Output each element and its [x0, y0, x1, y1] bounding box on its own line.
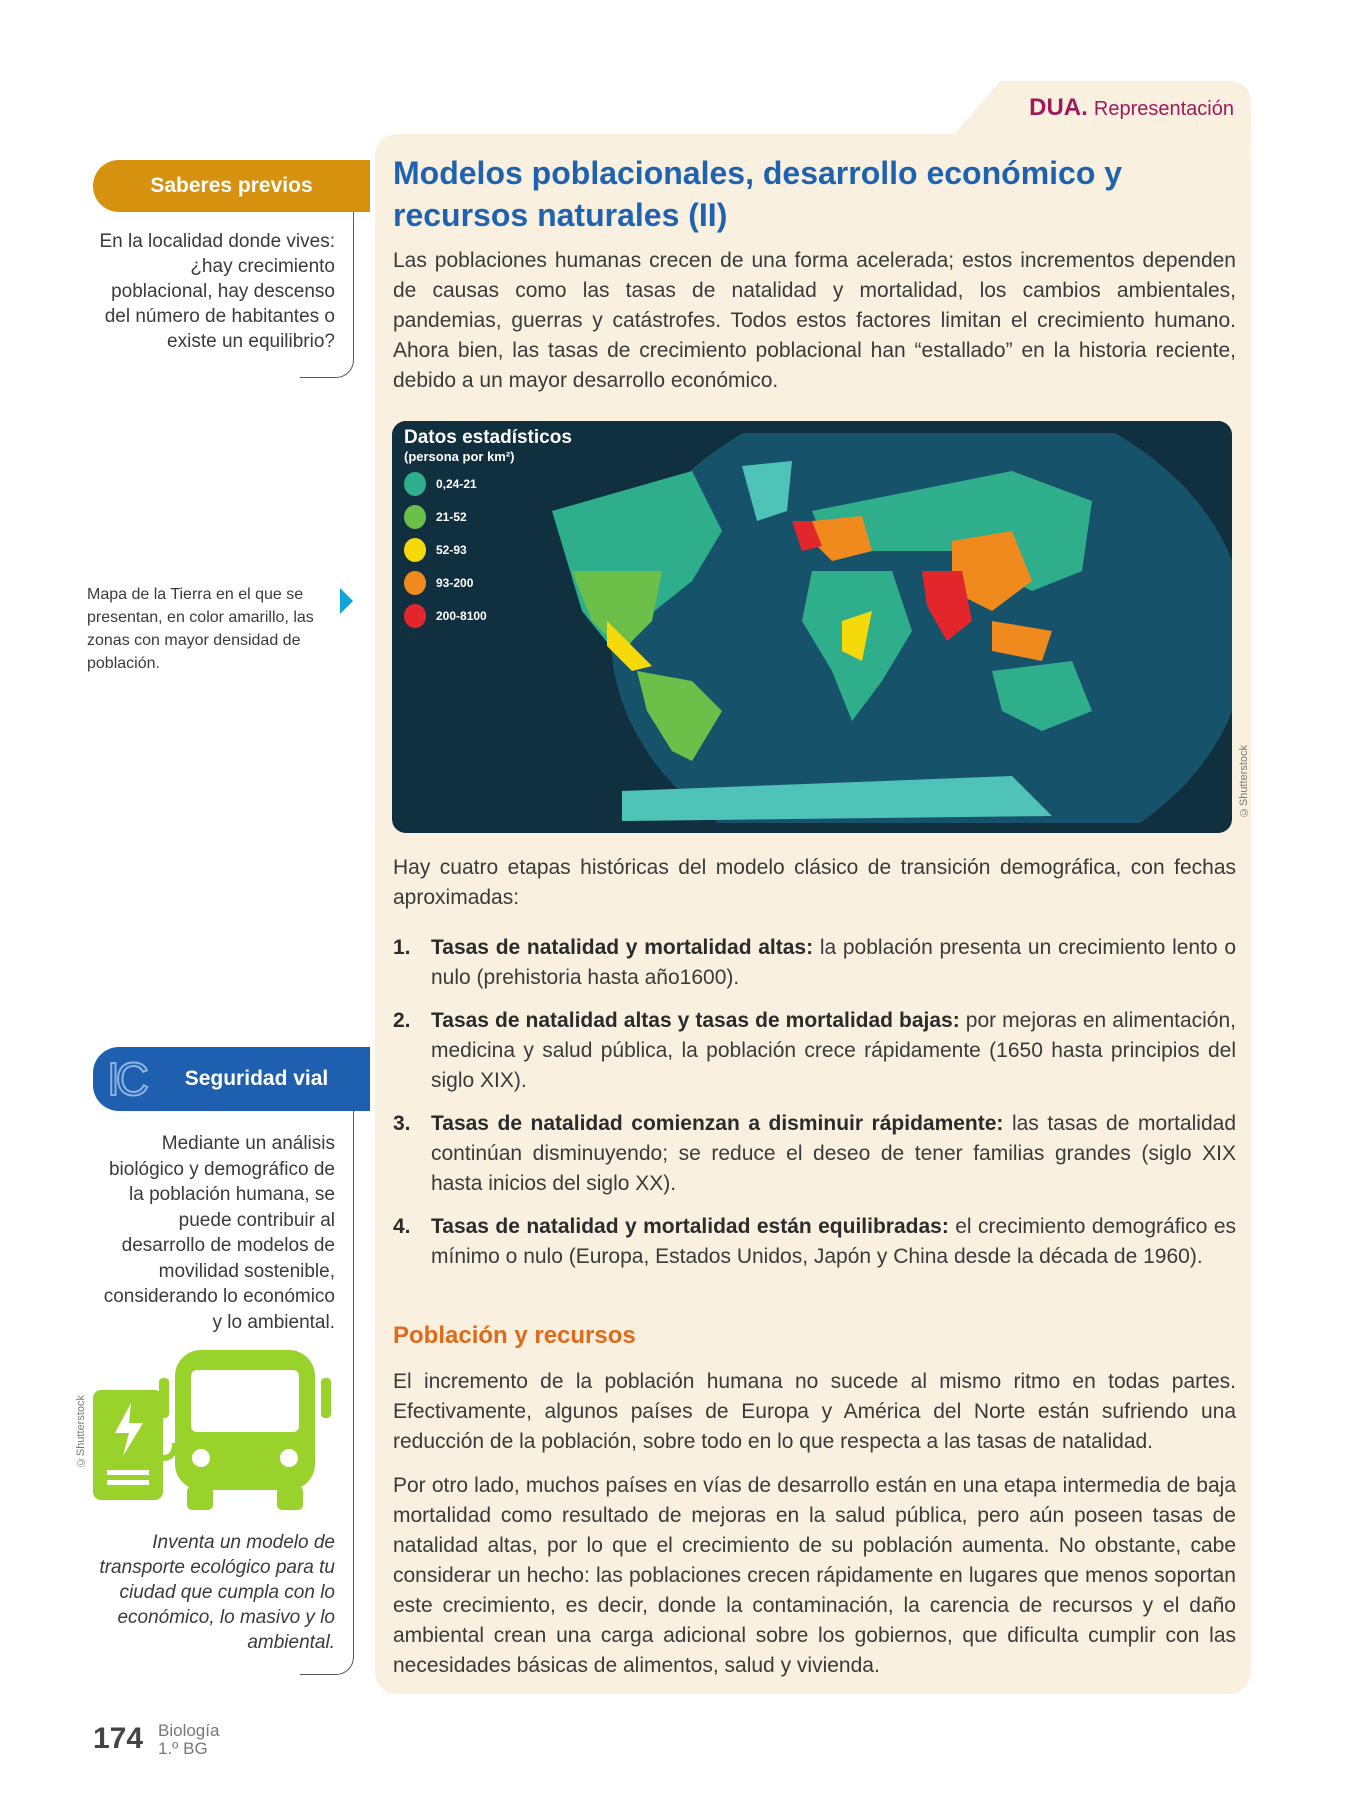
legend-label: 0,24-21	[436, 477, 477, 491]
stage-item	[393, 1109, 1236, 1199]
legend-item	[404, 571, 572, 595]
stage-number: 4.	[393, 1215, 411, 1238]
map-legend	[404, 427, 572, 637]
footer-subject	[158, 1722, 219, 1758]
legend-item	[404, 505, 572, 529]
map-caption: Mapa de la Tierra en el que se presentan, en color amarillo, las zonas con mayor densidad de población.	[87, 586, 314, 672]
legend-swatch	[404, 538, 426, 562]
stage-title: Tasas de natalidad y mortalidad altas:	[431, 936, 814, 959]
dua-subtitle: Representación	[1093, 98, 1234, 120]
stage-text: las tasas de mortalidad continúan disminuyendo; se reduce el deseo de tener familias grandes (siglo XIX hasta inicios del siglo XX).	[431, 1112, 1236, 1195]
legend-item	[404, 472, 572, 496]
page-title: Modelos poblacionales, desarrollo económico y recursos naturales (II)	[393, 155, 1123, 233]
stage-item	[393, 1212, 1236, 1272]
stage-item	[393, 933, 1236, 993]
legend-label: 21-52	[436, 510, 467, 524]
legend-swatch	[404, 505, 426, 529]
legend-label: 93-200	[436, 576, 474, 590]
intro-paragraph: Las poblaciones humanas crecen de una forma acelerada; estos incrementos dependen de causas como las tasas de natalidad y mortalidad, los cambios ambientales, pandemias, guerras y catástrofes. Todos estos factores limitan el crecimiento humano. Ahora bien, las tasas de crecimiento poblacional han “estallado” en la historia reciente, debido a un mayor desarrollo económico.	[393, 249, 1236, 392]
page-number: 174	[93, 1722, 144, 1755]
subject: Biología	[158, 1721, 220, 1740]
seguridad-text: Mediante un análisis biológico y demográfico de la población humana, se puede contribuir al desarrollo de modelos de movilidad sostenible, considerando lo económico y lo ambiental.	[103, 1133, 335, 1333]
saberes-previos-header: Saberes previos	[93, 160, 370, 212]
stage-text: el crecimiento demográfico es mínimo o nulo (Europa, Estados Unidos, Japón y China desde la década de 1960).	[431, 1215, 1236, 1268]
stage-item	[393, 1006, 1236, 1096]
section-paragraph-2: Por otro lado, muchos países en vías de desarrollo están en una etapa intermedia de baja mortalidad como resultado de mejoras en la salud pública, pero aún poseen tasas de natalidad altas, por lo que el crecimiento de su población aumenta. No obstante, cabe considerar un hecho: las poblaciones crecen rápidamente en lugares que menos soportan este crecimiento, es decir, donde la contaminación, la carencia de recursos y el daño ambiental crean una carga adicional sobre los gobiernos, que dificulta cumplir con las necesidades básicas de alimentos, salud y vivienda.	[393, 1474, 1236, 1677]
stage-number: 1.	[393, 936, 411, 959]
legend-item	[404, 538, 572, 562]
map-subtitle: (persona por km²)	[404, 449, 515, 464]
electric-bus-icon	[93, 1348, 338, 1514]
dua-label	[1029, 94, 1234, 122]
stages-intro: Hay cuatro etapas históricas del modelo clásico de transición demográfica, con fechas aproximadas:	[393, 856, 1236, 909]
activity-text: Inventa un modelo de transporte ecológico para tu ciudad que cumpla con lo económico, lo masivo y lo ambiental.	[99, 1532, 335, 1653]
legend-item	[404, 604, 572, 628]
bus-credit: ©Shutterstock	[75, 1395, 87, 1469]
saberes-text: En la localidad donde vives: ¿hay crecimiento poblacional, hay descenso del número de habitantes o existe un equilibrio?	[99, 231, 335, 352]
seguridad-vial-header	[93, 1047, 370, 1111]
section-paragraph-1: El incremento de la población humana no sucede al mismo ritmo en todas partes. Efectivamente, algunos países de Europa y América del Norte están sufriendo una reducción de la población, sobre todo en lo que respecta a las tasas de natalidad.	[393, 1370, 1236, 1453]
dua-title: DUA.	[1029, 94, 1088, 121]
population-density-map	[392, 421, 1232, 833]
legend-swatch	[404, 571, 426, 595]
map-credit: ©Shutterstock	[1238, 745, 1250, 819]
stage-text: la población presenta un crecimiento lento o nulo (prehistoria hasta año1600).	[431, 936, 1236, 989]
grade: 1.º BG	[158, 1739, 208, 1758]
caption-arrow-icon	[340, 588, 353, 614]
section-heading: Población y recursos	[393, 1322, 636, 1349]
stage-text: por mejoras en alimentación, medicina y salud pública, la población crece rápidamente (1650 hasta principios del siglo XIX).	[431, 1009, 1236, 1092]
stages-list	[393, 933, 1236, 1285]
stage-number: 2.	[393, 1009, 411, 1032]
stage-title: Tasas de natalidad comienzan a disminuir rápidamente:	[431, 1112, 1004, 1135]
stage-number: 3.	[393, 1112, 411, 1135]
seguridad-vial-label: Seguridad vial	[184, 1067, 329, 1090]
ocean	[611, 421, 1232, 833]
legend-swatch	[404, 604, 426, 628]
map-title: Datos estadísticos	[404, 427, 572, 448]
ic-logo-icon: IC	[107, 1053, 145, 1105]
legend-label: 200-8100	[436, 609, 487, 623]
legend-label: 52-93	[436, 543, 467, 557]
stage-title: Tasas de natalidad altas y tasas de mortalidad bajas:	[431, 1009, 960, 1032]
stage-title: Tasas de natalidad y mortalidad están equilibradas:	[431, 1215, 949, 1238]
legend-swatch	[404, 472, 426, 496]
